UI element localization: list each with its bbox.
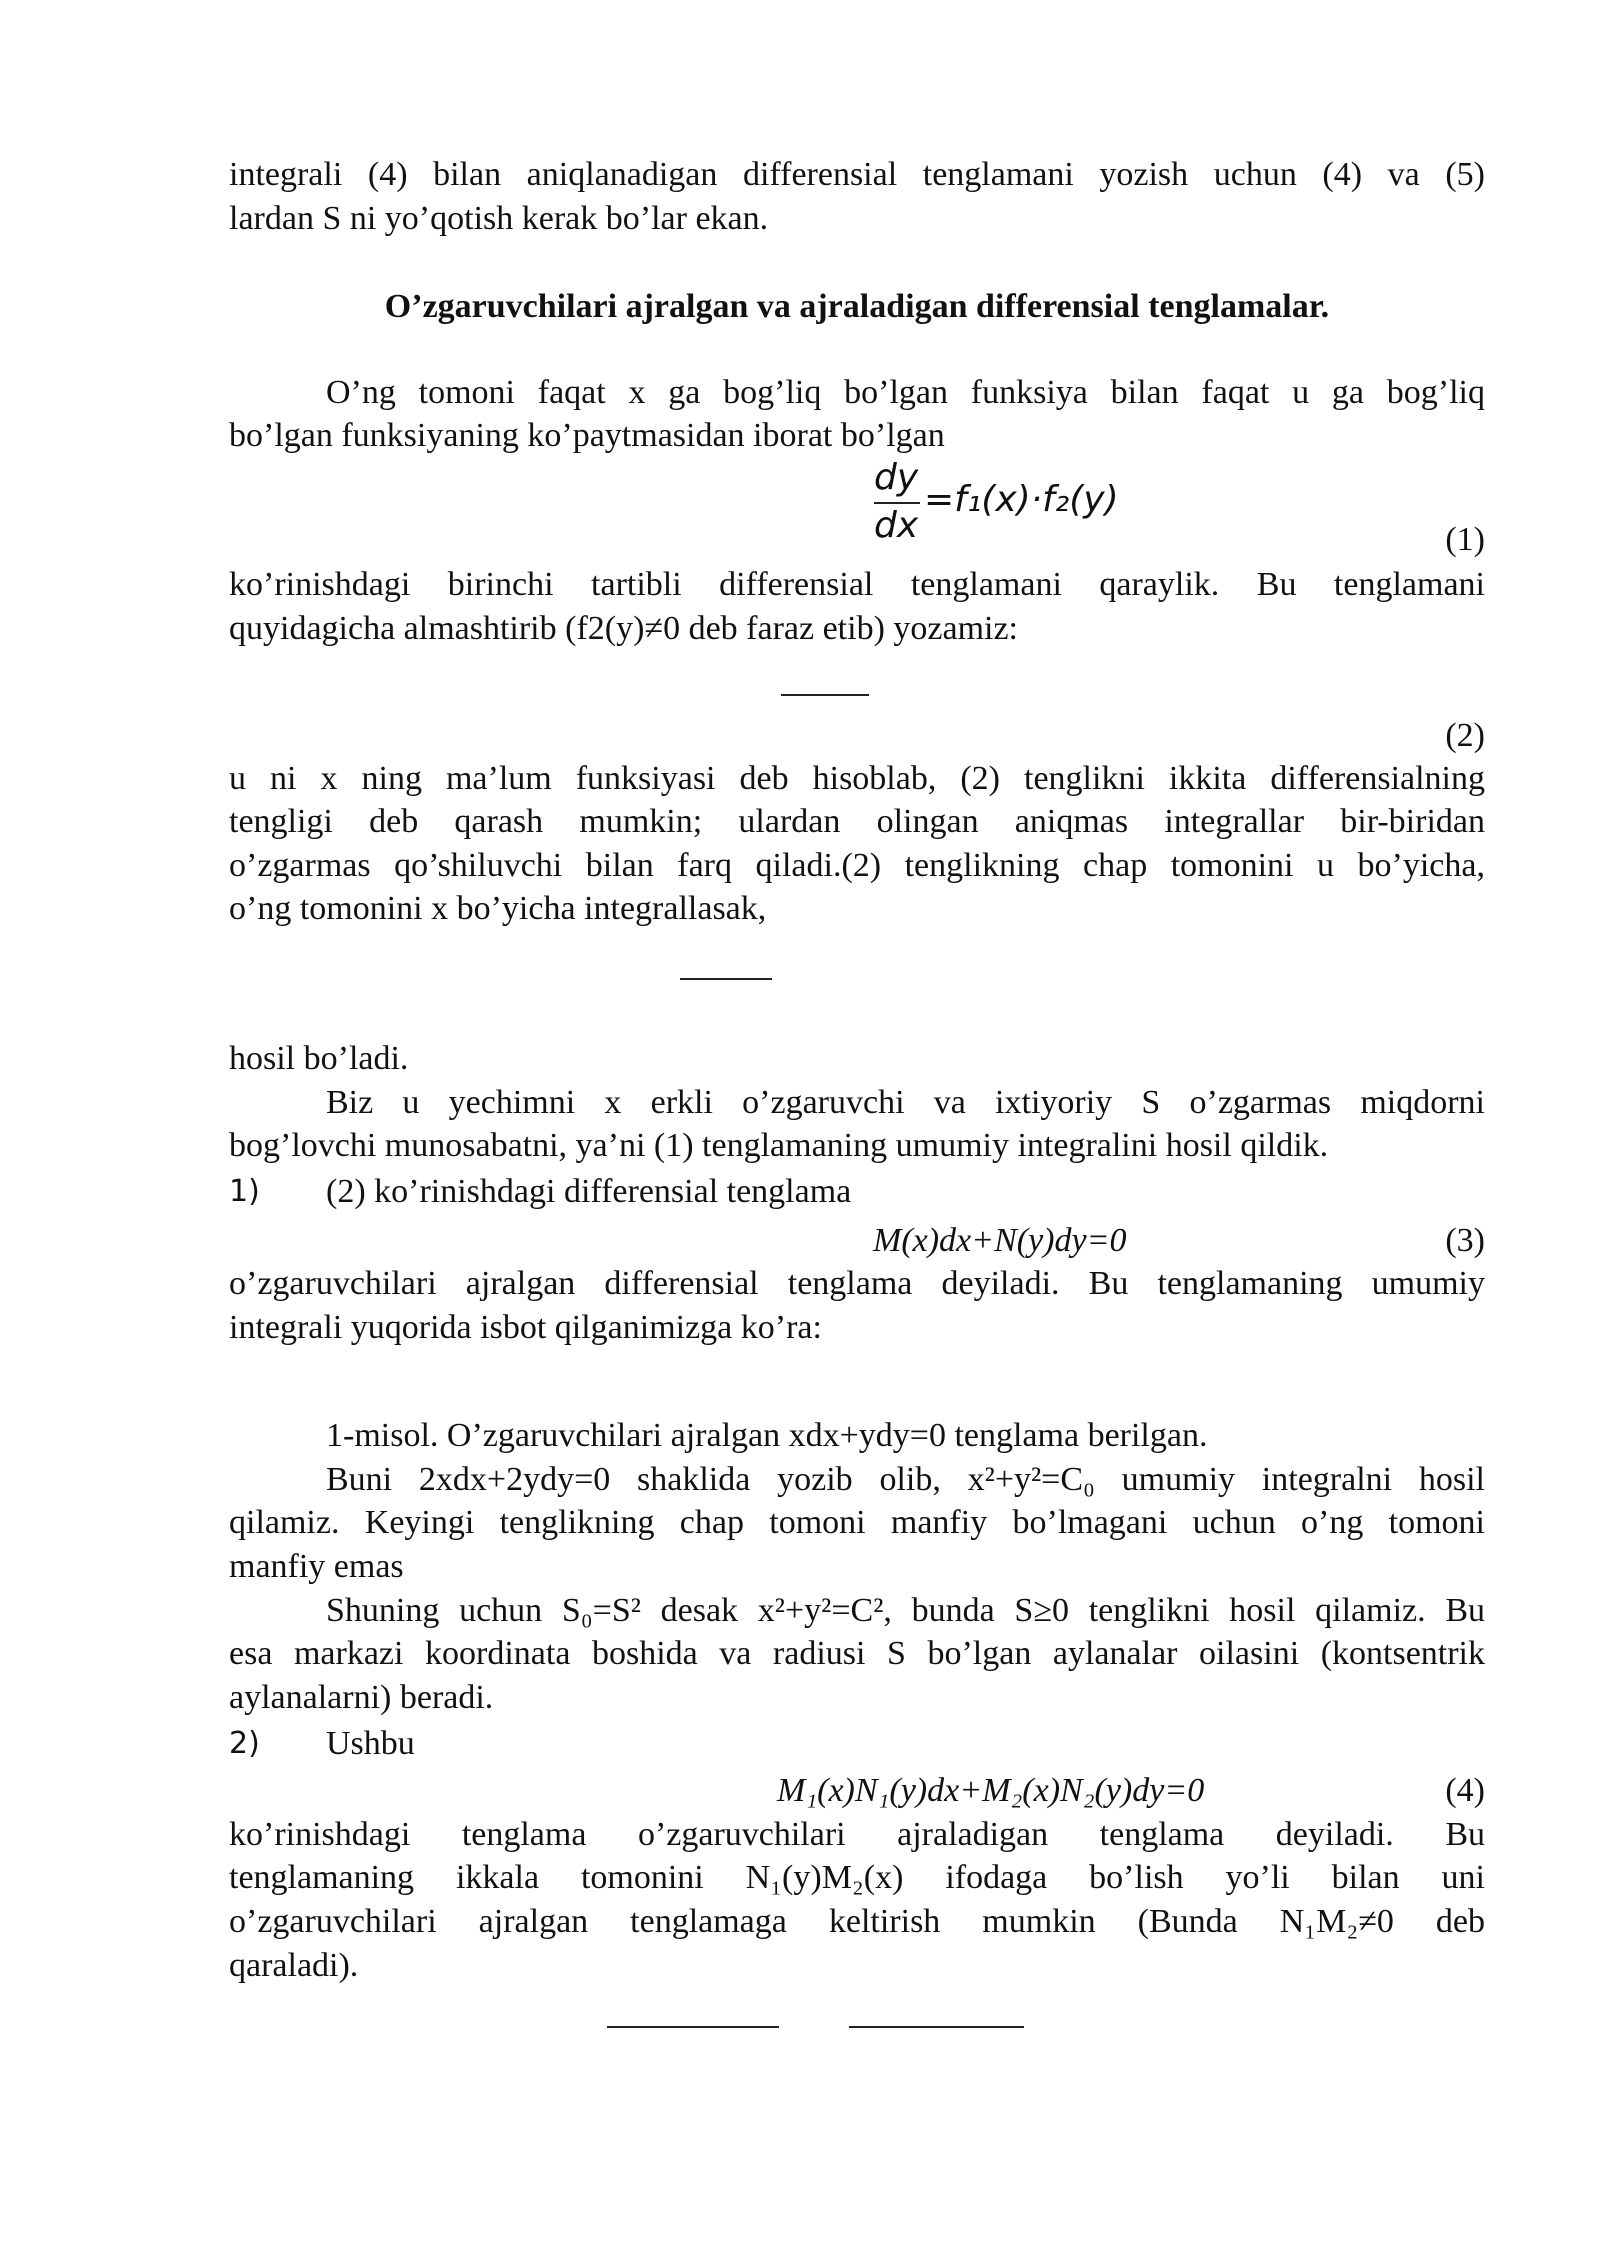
equation-1 (874, 457, 1174, 549)
text-line: lardan S ni yo’qotish kerak bo’lar ekan. (229, 200, 769, 237)
equation-4: M₁(x)N₁(y)dx+M₂(x)N₂(y)dy=0 (777, 1772, 1205, 1809)
text-line: tenglamaning ikkala tomonini N₁(y)M₂(x) ifodaga bo’lish yo’li bilan uni (229, 1859, 1485, 1896)
equation-label: (4) (1445, 1772, 1485, 1809)
text-line: qaraladi). (229, 1947, 359, 1984)
fraction-bar (874, 502, 920, 504)
text-line: bo’lgan funksiyaning ko’paytmasidan iborat bo’lgan (229, 417, 945, 454)
text-line: o’zgaruvchilari ajralgan differensial tenglama deyiladi. Bu tenglamaning umumiy (229, 1265, 1485, 1302)
equation-rhs: =f₁(x)·f₂(y) (924, 479, 1119, 520)
equation-label: (3) (1445, 1222, 1485, 1259)
fraction-denominator: dx (874, 505, 919, 546)
equation-label: (1) (1445, 521, 1485, 558)
text-line: hosil bo’ladi. (229, 1040, 409, 1077)
text-line: Buni 2xdx+2ydy=0 shaklida yozib olib, x²+y²=C₀ umumiy integralni hosil (326, 1461, 1485, 1498)
text-line: integrali (4) bilan aniqlanadigan differensial tenglamani yozish uchun (4) va (5) (229, 156, 1485, 193)
missing-formula-line (781, 694, 869, 696)
text-line: aylanalarni) beradi. (229, 1679, 494, 1716)
text-line: u ni x ning ma’lum funksiyasi deb hisoblab, (2) tenglikni ikkita differensialning (229, 760, 1485, 797)
text-line: o’ng tomonini x bo’yicha integrallasak, (229, 890, 767, 927)
list-number: 1) (229, 1174, 260, 1209)
text-line: esa markazi koordinata boshida va radiusi S bo’lgan aylanalar oilasini (kontsentrik (229, 1635, 1485, 1672)
text-line: manfiy emas (229, 1548, 404, 1585)
text-line: quyidagicha almashtirib (f2(y)≠0 deb faraz etib) yozamiz: (229, 610, 1019, 647)
fraction-numerator: dy (874, 457, 919, 498)
text-line: bog’lovchi munosabatni, ya’ni (1) tenglamaning umumiy integralini hosil qildik. (229, 1127, 1329, 1164)
missing-formula-line (607, 2026, 779, 2028)
text-line: tengligi deb qarash mumkin; ulardan olingan aniqmas integrallar bir-biridan (229, 803, 1485, 840)
text-line: ko’rinishdagi tenglama o’zgaruvchilari ajraladigan tenglama deyiladi. Bu (229, 1816, 1485, 1853)
list-number: 2) (229, 1726, 260, 1761)
equation-3: M(x)dx+N(y)dy=0 (873, 1222, 1127, 1259)
text-line: qilamiz. Keyingi tenglikning chap tomoni manfiy bo’lmagani uchun o’ng tomoni (229, 1504, 1485, 1541)
equation-label: (2) (1445, 717, 1485, 754)
text-line: ko’rinishdagi birinchi tartibli differensial tenglamani qaraylik. Bu tenglamani (229, 566, 1485, 603)
section-heading: O’zgaruvchilari ajralgan va ajraladigan differensial tenglamalar. (384, 288, 1330, 325)
example-line: 1-misol. O’zgaruvchilari ajralgan xdx+ydy=0 tenglama berilgan. (326, 1417, 1208, 1454)
missing-formula-line (680, 978, 772, 980)
text-line: Shuning uchun S₀=S² desak x²+y²=C², bunda S≥0 tenglikni hosil qilamiz. Bu (326, 1592, 1485, 1629)
text-line: o’zgarmas qo’shiluvchi bilan farq qiladi.(2) tenglikning chap tomonini u bo’yicha, (229, 847, 1485, 884)
text-line: O’ng tomoni faqat x ga bog’liq bo’lgan funksiya bilan faqat u ga bog’liq (326, 374, 1485, 411)
text-line: integrali yuqorida isbot qilganimizga ko’ra: (229, 1309, 822, 1346)
text-line: o’zgaruvchilari ajralgan tenglamaga keltirish mumkin (Bunda N₁M₂≠0 deb (229, 1903, 1485, 1940)
missing-formula-line (849, 2026, 1024, 2028)
list-item-text: Ushbu (326, 1725, 415, 1762)
text-line: Biz u yechimni x erkli o’zgaruvchi va ixtiyoriy S o’zgarmas miqdorni (326, 1084, 1485, 1121)
list-item-text: (2) ko’rinishdagi differensial tenglama (326, 1173, 852, 1210)
